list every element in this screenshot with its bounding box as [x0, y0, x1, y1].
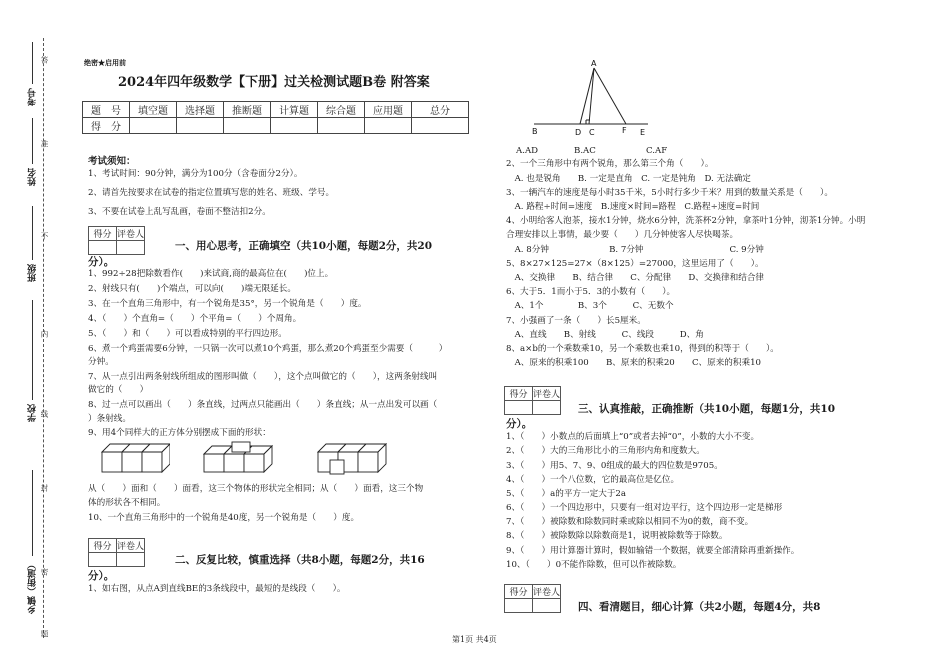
judgement-item: 1、（ ）小数点的后面填上“0”或者去掉“0”，小数的大小不变。	[506, 432, 760, 442]
figure-label-b: B	[532, 127, 538, 136]
question-item: A、1个 B、3个 C、无数个	[506, 301, 674, 311]
grader-reviewer-cell	[117, 553, 145, 567]
score-table-cell	[271, 118, 318, 134]
option-item: C.AF	[646, 146, 668, 156]
grader-reviewer-cell	[117, 241, 145, 255]
score-table-cell: 总分	[412, 102, 469, 118]
question-item: 2、射线只有( )个端点，可以向( )端无限延长。	[88, 284, 296, 294]
judgement-item: 8、（ ）被除数除以除数商是1，说明被除数等于除数。	[506, 531, 728, 541]
margin-cut-mark: 封	[40, 484, 49, 492]
grader-reviewer-cell	[533, 599, 561, 613]
grader-reviewer-cell	[533, 401, 561, 415]
class-label: 班级	[28, 264, 38, 282]
student-id-label: 考号	[28, 88, 38, 106]
grader-score-label: 得分	[89, 227, 117, 241]
question-item: 4、小明给客人泡茶，接水1分钟，烧水6分钟，洗茶杯2分钟，拿茶叶1分钟，沏茶1分钟。小明	[506, 216, 866, 226]
grader-reviewer-label: 评卷人	[533, 585, 561, 599]
question-item: 5、（ ）和（ ）可以看成特别的平行四边形。	[88, 329, 287, 339]
margin-cut-mark: 准	[40, 140, 49, 148]
score-table-cell	[130, 118, 177, 134]
section-2-title-cont: 分）。	[88, 570, 115, 582]
judgement-item: 6、（ ）一个四边形中，只要有一组对边平行，这个四边形一定是梯形	[506, 503, 783, 513]
question-item: 7、小强画了一条（ ）长5厘米。	[506, 316, 646, 326]
question-item: 2、一个三角形中有两个锐角，那么第三个角（ ）。	[506, 159, 714, 169]
question-item: A. 路程÷时间=速度 B.速度×时间=路程 C.路程÷速度=时间	[506, 202, 760, 212]
secret-mark: 绝密★启用前	[84, 58, 126, 67]
judgement-item: 7、（ ）被除数和除数同时乘或除以相同不为0的数，商不变。	[506, 517, 754, 527]
score-table-cell: 推断题	[224, 102, 271, 118]
grader-score-label: 得分	[505, 585, 533, 599]
figure-label-d: D	[575, 128, 582, 137]
question-item: 8、过一点可以画出（ ）条直线，过两点只能画出（ ）条直线；从一点出发可以画（	[88, 400, 438, 410]
question-item: 1、992÷28把除数看作( )来试商,商的最高位在( )位上。	[88, 269, 334, 279]
question-item: 分钟。	[88, 357, 114, 367]
question-item: 6、大于5．1而小于5．3的小数有（ ）。	[506, 287, 676, 297]
judgement-item: 5、（ ）a的平方一定大于2a	[506, 489, 627, 499]
score-table-header-row	[83, 102, 469, 118]
score-table-cell	[177, 118, 224, 134]
grader-box	[88, 538, 145, 567]
figure-label-f: F	[622, 126, 627, 135]
score-table-cell: 计算题	[271, 102, 318, 118]
question-item: 5、8×27×125=27×（8×125）=27000，这里运用了（ ）。	[506, 259, 764, 269]
notice-item: 2、请首先按要求在试卷的指定位置填写您的姓名、班级、学号。	[88, 188, 335, 198]
margin-cut-mark: 题	[40, 630, 49, 638]
question-item: A、交换律 B、结合律 C、分配律 D、交换律和结合律	[506, 273, 765, 283]
margin-cut-mark: 线	[40, 410, 49, 418]
margin-cut-mark: 密	[40, 568, 49, 576]
geometry-figure	[530, 58, 660, 144]
score-table-cell	[224, 118, 271, 134]
question-item: 做它的（ ）	[88, 385, 149, 395]
question-item: A. 也是锐角 B. 一定是直角 C. 一定是钝角 D. 无法确定	[506, 174, 751, 184]
grader-reviewer-label: 评卷人	[117, 227, 145, 241]
score-table	[82, 101, 469, 134]
name-line	[32, 118, 33, 164]
score-table-cell: 综合题	[318, 102, 365, 118]
grader-score-label: 得分	[505, 387, 533, 401]
grader-box	[88, 226, 145, 255]
judgement-item: 4、（ ）一个八位数，它的最高位是亿位。	[506, 475, 680, 485]
grader-reviewer-label: 评卷人	[533, 387, 561, 401]
section-2-title: 二、反复比较，慎重选择（共8小题，每题2分，共16	[175, 554, 425, 566]
grader-score-label: 得分	[89, 539, 117, 553]
question-item: 9、用4个同样大的正方体分别摆成下面的形状：	[88, 428, 271, 438]
page-title: 2024年四年级数学【下册】过关检测试题B卷 附答案	[118, 75, 430, 90]
question-item: A. 8分钟 B. 7分钟 C. 9分钟	[506, 245, 764, 255]
school-label: 学校	[28, 404, 38, 422]
grader-score-cell	[505, 599, 533, 613]
judgement-item: 2、（ ）大的三角形比小的三角形内角和度数大。	[506, 446, 705, 456]
grader-box	[504, 386, 561, 415]
score-table-cell: 得 分	[83, 118, 130, 134]
notice-item: 1、考试时间：90分钟，满分为100分（含卷面分2分）。	[88, 169, 303, 179]
question-item: 3、在一个直角三角形中，有一个锐角是35°，另一个锐角是（ ）度。	[88, 299, 367, 309]
score-table-cell: 填空题	[130, 102, 177, 118]
option-item: B.AC	[574, 146, 596, 156]
judgement-item: 3、（ ）用5、7、9、0组成的最大的四位数是9705。	[506, 461, 723, 471]
score-table-cell: 应用题	[365, 102, 412, 118]
school-line	[32, 300, 33, 400]
question-item: 合理安排以上事情，最少要（ ）几分钟使客人尽快喝茶。	[506, 230, 739, 240]
section-3-title: 三、认真推敲，正确推断（共10小题，每题1分，共10	[578, 403, 836, 415]
question-item: 10、一个直角三角形中的一个锐角是40度，另一个锐角是（ ）度。	[88, 513, 360, 523]
score-table-cell	[412, 118, 469, 134]
grader-box	[504, 584, 561, 613]
score-table-cell: 选择题	[177, 102, 224, 118]
grader-score-cell	[505, 401, 533, 415]
question-item: 7、从一点引出两条射线所组成的图形叫做（ ），这个点叫做它的（ ），这两条射线叫	[88, 372, 438, 382]
notice-item: 3、不要在试卷上乱写乱画，卷面不整洁扣2分。	[88, 207, 271, 217]
township-line	[32, 470, 33, 556]
grader-score-cell	[89, 553, 117, 567]
figure-label-c: C	[589, 128, 595, 137]
section-4-title: 四、看清题目，细心计算（共2小题，每题4分，共8	[578, 601, 821, 613]
binding-dashed-line	[43, 38, 44, 638]
score-table-cell	[318, 118, 365, 134]
cube-figure-3	[316, 440, 388, 476]
grader-score-cell	[89, 241, 117, 255]
cube-figure-2	[202, 440, 282, 476]
margin-cut-mark: 答	[40, 56, 49, 64]
question-item: A、原来的积乘100 B、原来的积乘20 C、原来的积乘10	[506, 358, 762, 368]
student-id-line	[32, 42, 33, 84]
judgement-item: 9、（ ）用计算器计算时，假如输错一个数据，就要全部清除再重新操作。	[506, 546, 800, 556]
question-item: 8、a×b的一个乘数乘10，另一个乘数也乘10，得到的积等于（ ）。	[506, 344, 779, 354]
judgement-item: 10、（ ）0不能作除数，但可以作被除数。	[506, 560, 682, 570]
section-1-title: 一、用心思考，正确填空（共10小题，每题2分，共20	[175, 240, 433, 252]
name-label: 姓名	[28, 168, 38, 186]
cube-figure-1	[100, 440, 170, 476]
class-line	[32, 206, 33, 260]
score-table-score-row	[83, 118, 469, 134]
grader-reviewer-label: 评卷人	[117, 539, 145, 553]
question-item: 4、（ ）个直角=（ ）个平角=（ ）个周角。	[88, 314, 302, 324]
section-1-title-cont: 分）。	[88, 256, 115, 268]
question-item: 体的形状各不相同。	[88, 498, 166, 508]
question-item: ）条射线。	[88, 414, 131, 424]
question-item: 6、煮一个鸡蛋需要6分钟，一只锅一次可以煮10个鸡蛋，那么煮20个鸡蛋至少需要（ ）	[88, 344, 448, 354]
score-table-cell	[365, 118, 412, 134]
score-table-cell: 题 号	[83, 102, 130, 118]
question-item: 从（ ）面和（ ）面看，这三个物体的形状完全相同；从（ ）面看，这三个物	[88, 484, 424, 494]
question-item: A、直线 B、射线 C、线段 D、角	[506, 330, 704, 340]
question-item: 1、如右图，从点A到直线BE的3条线段中，最短的是线段（ ）。	[88, 584, 346, 594]
page-number: 第1页 共4页	[452, 635, 497, 644]
question-item: 3、一辆汽车的速度是每小时35千米，5小时行多少千米？用到的数量关系是（ ）。	[506, 188, 833, 198]
section-3-title-cont: 分）。	[506, 418, 533, 430]
figure-label-a: A	[591, 59, 597, 68]
notice-heading: 考试须知：	[88, 156, 136, 167]
figure-label-e: E	[640, 128, 646, 137]
margin-cut-mark: 不	[40, 232, 49, 240]
township-label: 乡镇（街道）	[28, 560, 38, 614]
option-item: A.AD	[516, 146, 539, 156]
margin-cut-mark: 内	[40, 330, 49, 338]
